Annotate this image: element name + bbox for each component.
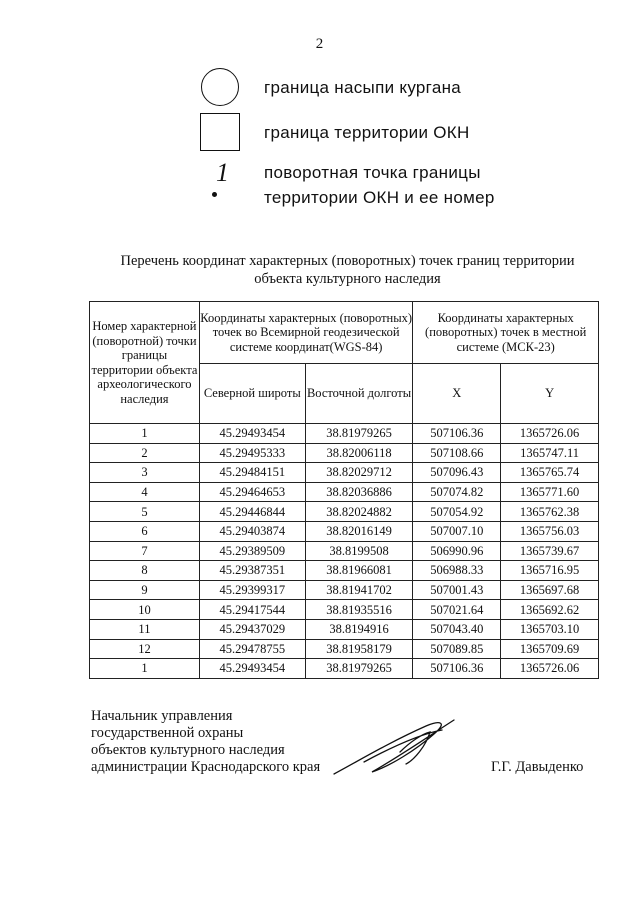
longitude-cell: 38.82024882: [305, 502, 413, 522]
table-row: [90, 659, 599, 679]
table-row: [90, 580, 599, 600]
x-cell: 507043.40: [413, 619, 501, 639]
table-row: [90, 521, 599, 541]
signature-line2: государственной охраны: [91, 725, 244, 741]
longitude-cell: 38.81958179: [305, 639, 413, 659]
y-cell: 1365703.10: [501, 619, 599, 639]
x-cell: 507096.43: [413, 463, 501, 483]
longitude-cell: 38.81979265: [305, 659, 413, 679]
legend-label-turning-point-line1: поворотная точка границы: [264, 163, 481, 182]
longitude-cell: 38.8194916: [305, 619, 413, 639]
legend-item-mound: [200, 68, 461, 106]
table-row: [90, 482, 599, 502]
header-x: X: [413, 364, 501, 424]
point-number-cell: 12: [90, 639, 200, 659]
latitude-cell: 45.29493454: [199, 424, 305, 444]
latitude-cell: 45.29446844: [199, 502, 305, 522]
x-cell: 506990.96: [413, 541, 501, 561]
signer-name: Г.Г. Давыденко: [491, 759, 584, 775]
latitude-cell: 45.29403874: [199, 521, 305, 541]
signature-block: [91, 708, 320, 776]
point-number-cell: 5: [90, 502, 200, 522]
longitude-cell: 38.81941702: [305, 580, 413, 600]
table-row: [90, 600, 599, 620]
square-icon: [200, 113, 240, 151]
header-point-number: Номер характерной (поворотной) точки границы территории объекта археологического наследия: [90, 302, 200, 424]
latitude-cell: 45.29493454: [199, 659, 305, 679]
x-cell: 507108.66: [413, 443, 501, 463]
latitude-cell: 45.29437029: [199, 619, 305, 639]
longitude-cell: 38.8199508: [305, 541, 413, 561]
x-cell: 507089.85: [413, 639, 501, 659]
point-number-cell: 2: [90, 443, 200, 463]
y-cell: 1365756.03: [501, 521, 599, 541]
point-marker-label: 1: [216, 158, 229, 187]
table-row: [90, 502, 599, 522]
table-row: [90, 443, 599, 463]
y-cell: 1365762.38: [501, 502, 599, 522]
coordinates-table-body: [90, 424, 599, 679]
latitude-cell: 45.29389509: [199, 541, 305, 561]
table-row: [90, 619, 599, 639]
point-number-cell: 1: [90, 659, 200, 679]
x-cell: 507007.10: [413, 521, 501, 541]
table-row: [90, 639, 599, 659]
legend-item-turning-point: [200, 160, 495, 210]
table-caption: [60, 252, 635, 288]
latitude-cell: 45.29464653: [199, 482, 305, 502]
longitude-cell: 38.81966081: [305, 561, 413, 581]
point-number-cell: 7: [90, 541, 200, 561]
table-caption-line1: Перечень координат характерных (поворотных) точек границ территории: [120, 253, 575, 269]
latitude-cell: 45.29387351: [199, 561, 305, 581]
y-cell: 1365716.95: [501, 561, 599, 581]
x-cell: 507054.92: [413, 502, 501, 522]
page-number: 2: [315, 36, 324, 52]
legend-label-mound: граница насыпи кургана: [264, 77, 462, 97]
point-number-cell: 6: [90, 521, 200, 541]
latitude-cell: 45.29417544: [199, 600, 305, 620]
table-row: [90, 424, 599, 444]
longitude-cell: 38.82036886: [305, 482, 413, 502]
x-cell: 507074.82: [413, 482, 501, 502]
signature-line1: Начальник управления: [91, 708, 233, 724]
y-cell: 1365765.74: [501, 463, 599, 483]
x-cell: 507021.64: [413, 600, 501, 620]
header-latitude: Северной широты: [199, 364, 305, 424]
longitude-cell: 38.82006118: [305, 443, 413, 463]
x-cell: 506988.33: [413, 561, 501, 581]
table-row: [90, 463, 599, 483]
point-marker-icon: [200, 158, 240, 208]
header-longitude: Восточной долготы: [305, 364, 413, 424]
header-wgs84: Координаты характерных (поворотных) точек во Всемирной геодезической системе координат(WGS-84): [199, 302, 413, 364]
point-dot-icon: [212, 192, 217, 197]
latitude-cell: 45.29399317: [199, 580, 305, 600]
legend-label-turning-point-line2: территории ОКН и ее номер: [264, 188, 495, 207]
y-cell: 1365709.69: [501, 639, 599, 659]
y-cell: 1365726.06: [501, 424, 599, 444]
legend-label-turning-point: [264, 160, 495, 210]
point-number-cell: 8: [90, 561, 200, 581]
longitude-cell: 38.81979265: [305, 424, 413, 444]
longitude-cell: 38.81935516: [305, 600, 413, 620]
latitude-cell: 45.29495333: [199, 443, 305, 463]
circle-icon: [201, 68, 239, 106]
y-cell: 1365697.68: [501, 580, 599, 600]
point-number-cell: 1: [90, 424, 200, 444]
x-cell: 507106.36: [413, 659, 501, 679]
latitude-cell: 45.29478755: [199, 639, 305, 659]
point-number-cell: 11: [90, 619, 200, 639]
point-number-cell: 4: [90, 482, 200, 502]
longitude-cell: 38.82029712: [305, 463, 413, 483]
signature-line3: объектов культурного наследия: [91, 742, 285, 758]
signature-image: [330, 712, 470, 782]
y-cell: 1365692.62: [501, 600, 599, 620]
y-cell: 1365747.11: [501, 443, 599, 463]
point-number-cell: 10: [90, 600, 200, 620]
coordinates-table: [89, 301, 599, 679]
longitude-cell: 38.82016149: [305, 521, 413, 541]
legend-item-territory: [200, 113, 470, 151]
latitude-cell: 45.29484151: [199, 463, 305, 483]
table-caption-line2: объекта культурного наследия: [254, 271, 441, 287]
y-cell: 1365726.06: [501, 659, 599, 679]
header-msk23: Координаты характерных (поворотных) точек в местной системе (МСК-23): [413, 302, 599, 364]
y-cell: 1365739.67: [501, 541, 599, 561]
point-number-cell: 9: [90, 580, 200, 600]
x-cell: 507001.43: [413, 580, 501, 600]
signature-line4: администрации Краснодарского края: [91, 759, 321, 775]
legend-label-territory: граница территории ОКН: [264, 122, 470, 142]
table-row: [90, 541, 599, 561]
table-row: [90, 561, 599, 581]
header-y: Y: [501, 364, 599, 424]
x-cell: 507106.36: [413, 424, 501, 444]
point-number-cell: 3: [90, 463, 200, 483]
y-cell: 1365771.60: [501, 482, 599, 502]
